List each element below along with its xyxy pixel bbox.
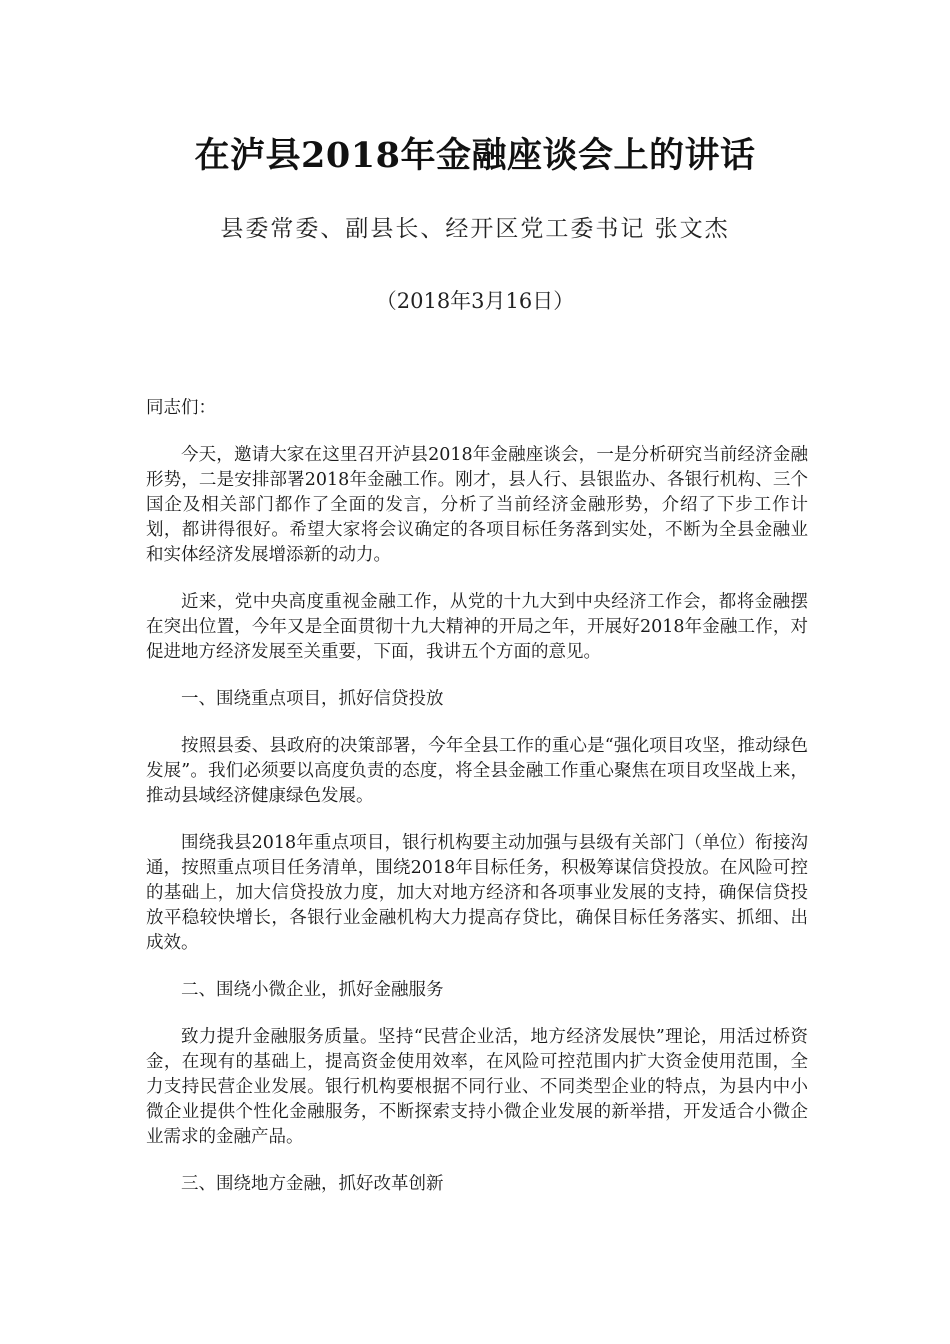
speech-date: （2018年3月16日） xyxy=(375,289,575,313)
paragraph: 按照县委、县政府的决策部署，今年全县工作的重心是“强化项目攻坚，推动绿色发展”。我们必须要以高度负责的态度，将全县金融工作重心聚焦在项目攻坚战上来，推动县域经济健康绿色发展。 xyxy=(146,736,808,806)
salutation: 同志们： xyxy=(146,398,216,418)
section-heading: 三、围绕地方金融，抓好改革创新 xyxy=(181,1174,444,1194)
document-title: 在泸县2018年金融座谈会上的讲话 xyxy=(194,135,756,176)
speaker-line: 县委常委、副县长、经开区党工委书记 张文杰 xyxy=(220,216,730,242)
paragraph: 围绕我县2018年重点项目，银行机构要主动加强与县级有关部门（单位）衔接沟通，按照重点项目任务清单，围绕2018年目标任务，积极筹谋信贷投放。在风险可控的基础上，加大信贷投放力度，加大对地方经济和各项事业发展的支持，确保信贷投放平稳较快增长，各银行业金融机构大力提高存贷比，确保目标任务落实、抓细、出成效。 xyxy=(146,833,808,953)
section-heading: 二、围绕小微企业，抓好金融服务 xyxy=(181,980,444,1000)
paragraph: 今天，邀请大家在这里召开泸县2018年金融座谈会，一是分析研究当前经济金融形势，二是安排部署2018年金融工作。刚才，县人行、县银监办、各银行机构、三个国企及相关部门都作了全面的发言，分析了当前经济金融形势，介绍了下步工作计划，都讲得很好。希望大家将会议确定的各项目标任务落到实处，不断为全县金融业和实体经济发展增添新的动力。 xyxy=(146,445,808,565)
section-heading: 一、围绕重点项目，抓好信贷投放 xyxy=(181,689,444,709)
paragraph: 致力提升金融服务质量。坚持“民营企业活，地方经济发展快”理论，用活过桥资金，在现有的基础上，提高资金使用效率，在风险可控范围内扩大资金使用范围，全力支持民营企业发展。银行机构要根据不同行业、不同类型企业的特点，为县内中小微企业提供个性化金融服务，不断探索支持小微企业发展的新举措，开发适合小微企业需求的金融产品。 xyxy=(146,1027,808,1147)
paragraph: 近来，党中央高度重视金融工作，从党的十九大到中央经济工作会，都将金融摆在突出位置，今年又是全面贯彻十九大精神的开局之年，开展好2018年金融工作，对促进地方经济发展至关重要，下面，我讲五个方面的意见。 xyxy=(146,592,808,662)
document-body xyxy=(146,396,808,1219)
